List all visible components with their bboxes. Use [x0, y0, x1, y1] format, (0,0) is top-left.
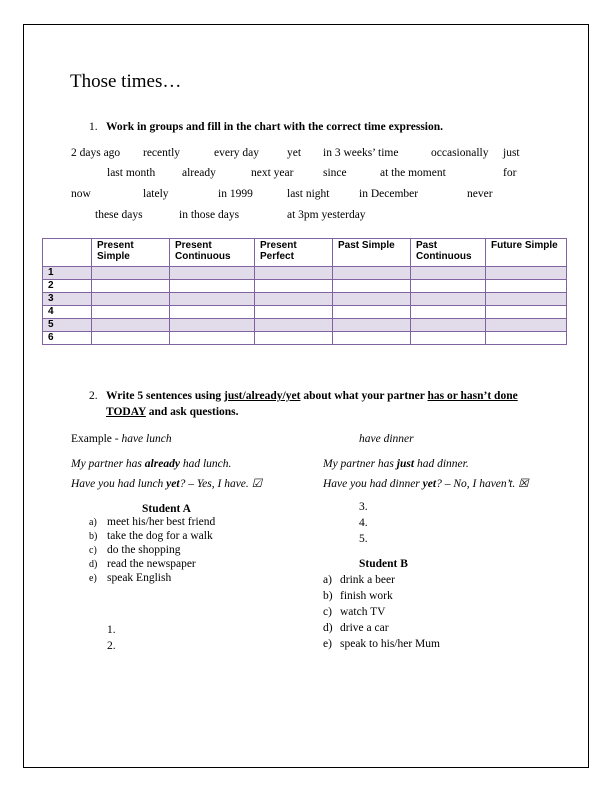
answer-cell[interactable]: [333, 293, 411, 306]
word-bank-item: at 3pm yesterday: [287, 209, 366, 221]
task-1-text: Work in groups and fill in the chart with the correct time expression.: [106, 121, 444, 133]
item-text: speak English: [107, 572, 172, 584]
task-2-keywords: just/already/yet: [223, 390, 301, 402]
answer-cell[interactable]: [486, 332, 567, 345]
answer-cell[interactable]: [92, 280, 170, 293]
answer-cell[interactable]: [170, 319, 255, 332]
row-number: 6: [43, 332, 92, 345]
table-row: [43, 332, 567, 345]
answer-cell[interactable]: [411, 280, 486, 293]
example-text: had dinner.: [414, 458, 469, 470]
word-bank-item: occasionally: [431, 147, 489, 159]
answer-cell[interactable]: [92, 293, 170, 306]
row-number: 4: [43, 306, 92, 319]
answer-cell[interactable]: [92, 306, 170, 319]
example-left-question: [71, 476, 262, 490]
task-2-instruction-line2: [106, 406, 239, 418]
item-text: drink a beer: [340, 574, 395, 586]
student-a-item: [89, 558, 196, 570]
student-a-item: [89, 516, 215, 528]
student-b-item: [323, 622, 389, 634]
word-bank-item: last month: [107, 167, 156, 179]
answer-cell[interactable]: [486, 280, 567, 293]
answer-cell[interactable]: [255, 306, 333, 319]
word-bank-item: now: [71, 188, 91, 200]
task-2-text: Write 5 sentences using: [106, 390, 224, 402]
word-bank-item: recently: [143, 147, 181, 159]
task-2-number: 2.: [89, 390, 98, 402]
word-bank-item: already: [182, 167, 216, 179]
student-b-number: 5.: [359, 533, 368, 545]
example-text: Have you had lunch: [71, 478, 167, 490]
answer-cell[interactable]: [411, 267, 486, 280]
table-row: [43, 280, 567, 293]
answer-cell[interactable]: [411, 332, 486, 345]
answer-cell[interactable]: [411, 306, 486, 319]
item-label: d): [89, 559, 98, 570]
table-header-cell: Present Continuous: [170, 239, 255, 267]
item-label: e): [323, 638, 332, 650]
task-2-text: about what your partner: [300, 390, 428, 402]
example-right-question: [323, 476, 528, 490]
answer-cell[interactable]: [333, 267, 411, 280]
student-a-number: 2.: [107, 640, 116, 652]
item-label: b): [323, 590, 333, 602]
item-text: finish work: [340, 590, 393, 602]
item-label: b): [89, 531, 98, 542]
word-bank-item: in December: [359, 188, 419, 200]
answer-cell[interactable]: [92, 319, 170, 332]
example-text: ? – Yes, I have. ☑: [179, 478, 262, 490]
answer-cell[interactable]: [92, 332, 170, 345]
student-b-item: [323, 590, 393, 602]
answer-cell[interactable]: [333, 280, 411, 293]
student-a-item: [89, 572, 171, 584]
item-text: drive a car: [340, 622, 389, 634]
student-b-number: 3.: [359, 501, 368, 513]
tense-chart-table: [42, 238, 567, 345]
word-bank-item: in those days: [179, 209, 240, 221]
student-b-heading: Student B: [359, 558, 408, 570]
student-b-item: [323, 606, 385, 618]
answer-cell[interactable]: [486, 319, 567, 332]
answer-cell[interactable]: [255, 319, 333, 332]
table-header-cell: Future Simple: [486, 239, 567, 267]
answer-cell[interactable]: [333, 306, 411, 319]
table-header-cell: Present Simple: [92, 239, 170, 267]
answer-cell[interactable]: [170, 306, 255, 319]
word-bank-item: in 1999: [218, 188, 253, 200]
example-label: Example -: [71, 433, 122, 445]
page-title: Those times…: [70, 71, 182, 92]
example-keyword: already: [144, 458, 180, 470]
item-text: speak to his/her Mum: [340, 638, 440, 650]
table-row: [43, 293, 567, 306]
table-row: [43, 319, 567, 332]
item-label: c): [89, 545, 97, 556]
example-text: My partner has: [323, 458, 397, 470]
table-row: [43, 267, 567, 280]
answer-cell[interactable]: [486, 267, 567, 280]
answer-cell[interactable]: [255, 267, 333, 280]
answer-cell[interactable]: [255, 332, 333, 345]
word-bank-item: these days: [95, 209, 143, 221]
word-bank-item: every day: [214, 147, 260, 159]
table-header-cell: Present Perfect: [255, 239, 333, 267]
task-1-instruction: [89, 121, 443, 133]
answer-cell[interactable]: [486, 293, 567, 306]
word-bank-item: for: [503, 167, 517, 179]
example-text: ? – No, I haven’t. ☒: [436, 478, 529, 490]
example-keyword: yet: [422, 478, 437, 490]
item-label: a): [89, 517, 97, 528]
table-header-cell: Past Continuous: [411, 239, 486, 267]
answer-cell[interactable]: [411, 293, 486, 306]
answer-cell[interactable]: [255, 280, 333, 293]
example-left-prompt: have lunch: [121, 433, 172, 445]
student-b-item: [323, 638, 440, 650]
answer-cell[interactable]: [170, 267, 255, 280]
item-text: read the newspaper: [107, 558, 196, 570]
word-bank-item: yet: [287, 147, 302, 159]
row-number: 1: [43, 267, 92, 280]
word-bank-item: at the moment: [380, 167, 446, 179]
item-text: do the shopping: [107, 544, 181, 556]
word-bank-item: in 3 weeks’ time: [323, 147, 399, 159]
table-header-cell: [43, 239, 92, 267]
student-a-item: [89, 544, 180, 556]
answer-cell[interactable]: [333, 319, 411, 332]
example-keyword: just: [396, 458, 415, 470]
task-2-instruction-line1: [89, 390, 518, 402]
example-right-prompt: have dinner: [359, 433, 414, 445]
task-2-today: TODAY: [106, 406, 146, 418]
answer-cell[interactable]: [333, 332, 411, 345]
table-row: [43, 306, 567, 319]
student-a-number: 1.: [107, 624, 116, 636]
example-keyword: yet: [166, 478, 180, 490]
row-number: 3: [43, 293, 92, 306]
answer-cell[interactable]: [411, 319, 486, 332]
answer-cell[interactable]: [255, 293, 333, 306]
student-a-item: [89, 530, 213, 542]
student-b-number: 4.: [359, 517, 368, 529]
item-text: meet his/her best friend: [107, 516, 216, 528]
word-bank-item: just: [503, 147, 520, 159]
word-bank-item: never: [467, 188, 493, 200]
item-label: c): [323, 606, 332, 618]
word-bank-item: 2 days ago: [71, 147, 121, 159]
item-label: a): [323, 574, 332, 586]
word-bank-item: last night: [287, 188, 330, 200]
student-a-heading: Student A: [142, 503, 191, 515]
row-number: 5: [43, 319, 92, 332]
student-b-item: [323, 574, 395, 586]
example-right-sentence: [323, 458, 469, 470]
table-header-row: [43, 239, 567, 267]
task-2-text: and ask questions.: [145, 406, 239, 418]
task-1-number: 1.: [89, 121, 98, 133]
item-text: watch TV: [340, 606, 386, 618]
item-label: e): [89, 573, 97, 584]
example-label-line: [71, 433, 172, 445]
answer-cell[interactable]: [170, 332, 255, 345]
task-2-emphasis: has or hasn’t done: [427, 390, 518, 402]
example-text: My partner has: [71, 458, 145, 470]
table-header-cell: Past Simple: [333, 239, 411, 267]
answer-cell[interactable]: [170, 293, 255, 306]
answer-cell[interactable]: [486, 306, 567, 319]
word-bank-item: lately: [143, 188, 169, 200]
answer-cell[interactable]: [170, 280, 255, 293]
item-text: take the dog for a walk: [107, 530, 213, 542]
example-left-sentence: [71, 458, 231, 470]
example-text: Have you had dinner: [323, 478, 423, 490]
word-bank-item: since: [323, 167, 347, 179]
example-text: had lunch.: [179, 458, 232, 470]
word-bank-item: next year: [251, 167, 294, 179]
answer-cell[interactable]: [92, 267, 170, 280]
row-number: 2: [43, 280, 92, 293]
item-label: d): [323, 622, 333, 634]
